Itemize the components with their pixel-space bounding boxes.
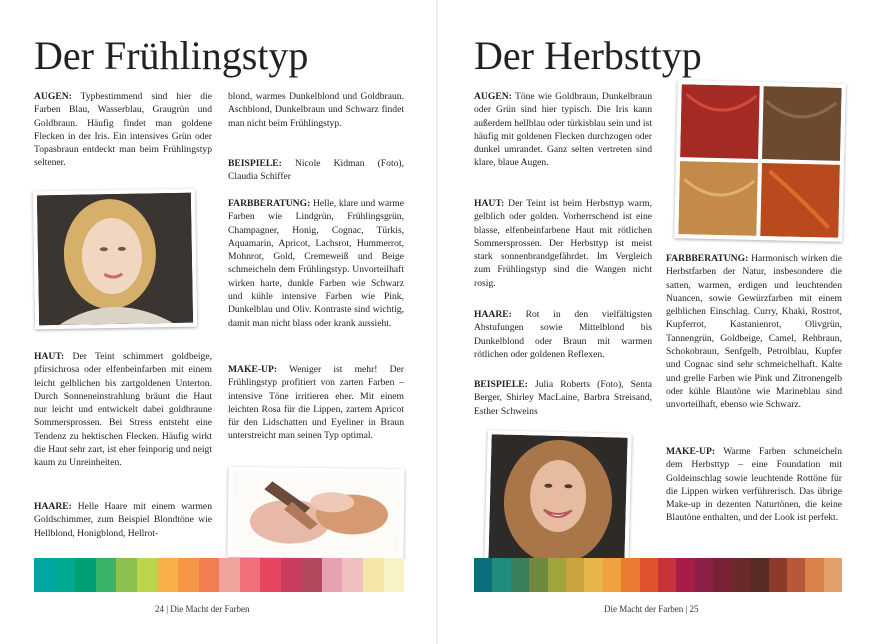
color-swatch bbox=[322, 558, 343, 592]
color-swatch bbox=[548, 558, 566, 592]
color-swatch bbox=[603, 558, 621, 592]
color-swatch bbox=[178, 558, 199, 592]
augen-paragraph bbox=[34, 90, 212, 170]
section-text: Weniger ist mehr! Der Frühlingstyp profitiert von zarten Farben – intensive Töne irritieren eher. Mit einem leichten Rosa für die Lippen, zartem Apricot für den Lidschatten und Eyeliner in Braun unterstreicht man seinen Typ optimal. bbox=[228, 364, 404, 442]
color-swatch bbox=[363, 558, 384, 592]
color-swatch bbox=[281, 558, 302, 592]
color-swatch bbox=[492, 558, 510, 592]
section-label: FARBBERATUNG: bbox=[228, 198, 311, 209]
makeup-brush-photo bbox=[227, 467, 404, 559]
color-swatch bbox=[240, 558, 261, 592]
section-text: Typbestimmend sind hier die Farben Blau, Wasserblau, Graugrün und Goldbraun. Häufig findet man goldene Flecken in der Iris. Ein intensives Grün oder Topasbraun entdeckt man beim Frühlingstyp seltener. bbox=[34, 91, 212, 169]
section-text: Helle Haare mit einem warmen Goldschimmer, zum Beispiel Blondtöne wie Hellblond, Honigblond, Hellrot- bbox=[34, 501, 212, 539]
color-swatch bbox=[342, 558, 363, 592]
section-label: FARBBERATUNG: bbox=[666, 253, 749, 264]
section-label: BEISPIELE: bbox=[474, 379, 528, 390]
haare-continued-paragraph bbox=[228, 90, 404, 130]
color-swatch bbox=[750, 558, 768, 592]
section-text: Warme Farben schmeicheln dem Herbsttyp – eine Foundation mit Goldeinschlag sowie leuchtende Rottöne für die Lippen wirken verführerisch. Das übrige Make-up in dezenten Naturtönen, die keine Blautöne enthalten, und der Look ist perfekt. bbox=[666, 446, 842, 524]
farbberatung-paragraph bbox=[666, 252, 842, 412]
color-swatch bbox=[640, 558, 658, 592]
section-text: Rot in den vielfältigsten Abstufungen sowie Mittelblond bis Dunkelblond oder Braun mit warmen rötlichen oder goldenen Reflexen. bbox=[474, 309, 652, 360]
color-swatch bbox=[219, 558, 240, 592]
section-text: Nicole Kidman (Foto), Claudia Schiffer bbox=[228, 158, 404, 183]
page-title: Der Frühlingstyp bbox=[34, 33, 309, 78]
color-swatch bbox=[769, 558, 787, 592]
page-title: Der Herbsttyp bbox=[474, 33, 702, 78]
haut-paragraph bbox=[34, 350, 212, 470]
section-label: MAKE-UP: bbox=[228, 364, 278, 375]
color-swatch bbox=[157, 558, 178, 592]
section-text: Harmonisch wirken die Herbstfarben der Natur, insbesondere die satten, warmen, erdigen und leuchtenden Nuancen, sowie Gewürzfarben mit einem gelblichen Einschlag. Curry, Khaki, Rostrot, Kupferrot, Kastanienrot, Olivgrün, Tannengrün, Goldbeige, Camel, Rehbraun, Schokobraun, Senfgelb, Petrolblau, Kupfer und Cognac sind sehr schmeichelhaft. Kalte und grelle Farben wie Pink und Zitronengelb oder kühle Blautöne wie Marineblau sind unvorteilhaft, ebenso wie Schwarz. bbox=[666, 253, 842, 411]
color-swatch bbox=[787, 558, 805, 592]
color-swatch bbox=[260, 558, 281, 592]
color-swatch bbox=[713, 558, 731, 592]
section-text: Töne wie Goldbraun, Dunkelbraun oder Grün sind hier typisch. Die Iris kann außerdem hellblau oder türkisblau sein und ist häufig mit goldenen Flecken durchzogen oder dunkel umrandet. Ganz selten vertreten sind klare, blaue Augen. bbox=[474, 91, 652, 169]
color-swatch bbox=[137, 558, 158, 592]
augen-paragraph bbox=[474, 90, 652, 170]
haut-paragraph bbox=[474, 197, 652, 290]
portrait-photo-kidman bbox=[33, 189, 197, 330]
right-page bbox=[438, 0, 876, 644]
section-label: HAARE: bbox=[34, 501, 72, 512]
section-text: Der Teint ist beim Herbsttyp warm, gelblich oder golden. Vorherrschend ist eine blasse, elfenbeinfarbene Haut mit rötlichen Sommersprossen. Der Herbsttyp ist meist stark sonnenbrandgefährdet. Im Vergleich zum Frühlingstyp sind die Wangen nicht rosig. bbox=[474, 198, 652, 289]
color-swatch bbox=[55, 558, 76, 592]
color-swatch bbox=[658, 558, 676, 592]
color-swatch bbox=[584, 558, 602, 592]
color-swatch bbox=[566, 558, 584, 592]
color-palette-strip bbox=[34, 558, 404, 592]
farbberatung-paragraph bbox=[228, 197, 404, 330]
color-swatch bbox=[529, 558, 547, 592]
section-label: HAUT: bbox=[474, 198, 505, 209]
color-swatch bbox=[732, 558, 750, 592]
color-swatch bbox=[384, 558, 405, 592]
section-label: AUGEN: bbox=[474, 91, 512, 102]
color-swatch bbox=[824, 558, 842, 592]
section-text: Der Teint schimmert goldbeige, pfirsichrosa oder elfenbeinfarben mit einem leicht gelblichen bis zartgoldenen Unterton. Durch Sonneneinstrahlung bräunt die Haut nur leicht und entwickelt dabei goldbraune Sommersprossen. Bei Stress entsteht eine Tendenz zu hektischen Flecken. Häufig wirkt die Haut sehr zart, ist eher feinporig und neigt kaum zu Unreinheiten. bbox=[34, 351, 212, 469]
section-label: BEISPIELE: bbox=[228, 158, 282, 169]
color-swatch bbox=[301, 558, 322, 592]
color-swatch bbox=[199, 558, 220, 592]
hair-color-collage-photo bbox=[674, 80, 846, 242]
haare-paragraph bbox=[34, 500, 212, 540]
color-swatch bbox=[75, 558, 96, 592]
section-label: HAARE: bbox=[474, 309, 512, 320]
beispiele-paragraph bbox=[474, 378, 652, 418]
beispiele-paragraph bbox=[228, 157, 404, 184]
section-label: HAUT: bbox=[34, 351, 65, 362]
color-palette-strip bbox=[474, 558, 842, 592]
page-footer: Die Macht der Farben | 25 bbox=[604, 604, 699, 614]
makeup-paragraph bbox=[228, 363, 404, 443]
color-swatch bbox=[474, 558, 492, 592]
color-swatch bbox=[805, 558, 823, 592]
section-text: Helle, klare und warme Farben wie Lindgrün, Frühlingsgrün, Champagner, Honig, Cognac, Türkis, Aquamarin, Apricot, Lachsrot, Hummerrot, Mohnrot, Gold, Cremeweiß und Beige schmeicheln dem Frühlingstyp. Unvorteilhaft wirken harte, dunkle Farben wie Schwarz und kühle intensive Farben wie Pink, Dunkelblau und Oliv. Kontraste sind wichtig, damit man nicht blass oder krank aussieht. bbox=[228, 198, 404, 329]
color-swatch bbox=[511, 558, 529, 592]
makeup-paragraph bbox=[666, 445, 842, 525]
section-text: blond, warmes Dunkelblond und Goldbraun. Aschblond, Dunkelbraun und Schwarz findet man nicht beim Frühlingstyp. bbox=[228, 91, 404, 129]
color-swatch bbox=[621, 558, 639, 592]
color-swatch bbox=[676, 558, 694, 592]
section-label: MAKE-UP: bbox=[666, 446, 716, 457]
color-swatch bbox=[34, 558, 55, 592]
haare-paragraph bbox=[474, 308, 652, 361]
section-text: Julia Roberts (Foto), Senta Berger, Shirley MacLaine, Barbra Streisand, Esther Schweins bbox=[474, 379, 652, 417]
section-label: AUGEN: bbox=[34, 91, 72, 102]
color-swatch bbox=[96, 558, 117, 592]
color-swatch bbox=[116, 558, 137, 592]
page-footer: 24 | Die Macht der Farben bbox=[155, 604, 250, 614]
portrait-photo-roberts bbox=[484, 430, 632, 570]
color-swatch bbox=[695, 558, 713, 592]
